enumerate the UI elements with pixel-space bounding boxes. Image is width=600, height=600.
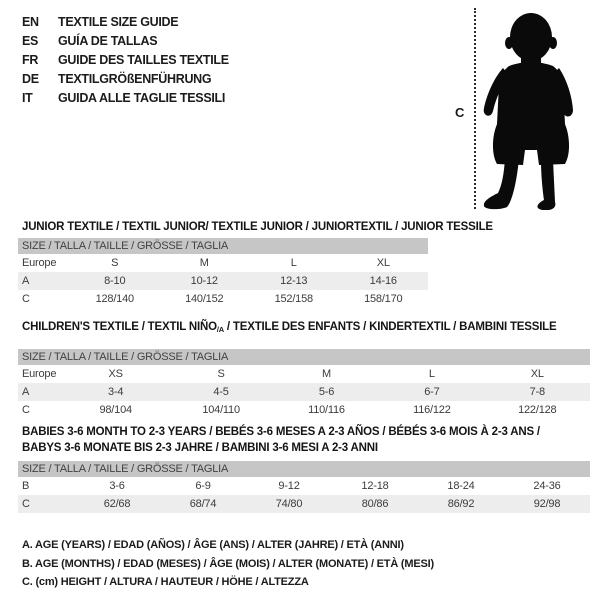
age-cell: 9-12 — [278, 480, 300, 492]
footnote-a: A. AGE (YEARS) / EDAD (AÑOS) / ÂGE (ANS) / ALTER (JAHRE) / ETÀ (ANNI) — [22, 539, 404, 551]
height-measure-line — [474, 8, 476, 209]
size-cell: M — [321, 368, 331, 380]
footnote-b: B. AGE (MONTHS) / EDAD (MESES) / ÂGE (MOIS) / ALTER (MONATE) / ETÀ (MESI) — [22, 557, 434, 570]
row-label: Europe — [22, 257, 57, 269]
height-cell: 152/158 — [274, 293, 313, 305]
children-section-title — [22, 319, 556, 338]
size-cell: S — [217, 368, 225, 380]
height-cell: 74/80 — [246, 495, 332, 513]
age-cell: 3-6 — [109, 480, 125, 492]
babies-title-line1: BABIES 3-6 MONTH TO 2-3 YEARS / BEBÉS 3-6 MESES A 2-3 AÑOS / BÉBÉS 3-6 MOIS À 2-3 ANS / — [22, 426, 540, 438]
language-code: EN — [22, 15, 39, 29]
size-cell: L — [428, 368, 435, 380]
guide-title: GUIDE DES TAILLES TEXTILE — [58, 53, 229, 67]
row-label: C — [22, 404, 30, 416]
height-cell: 140/152 — [185, 293, 224, 305]
height-cell: 86/92 — [418, 495, 504, 513]
children-title-rest: / TEXTILE DES ENFANTS / KINDERTEXTIL / BAMBINI TESSILE — [223, 321, 557, 333]
row-label: C — [18, 495, 74, 513]
age-cell: 4-5 — [168, 383, 273, 401]
language-row — [22, 32, 229, 51]
table-row-europe — [18, 254, 428, 272]
children-title-sub: /A — [216, 325, 224, 334]
language-code: DE — [22, 72, 39, 86]
size-header-row — [18, 461, 590, 477]
size-cell: XL — [530, 368, 544, 380]
age-cell: 12-18 — [361, 480, 389, 492]
size-cell: M — [199, 257, 209, 269]
size-header: SIZE / TALLA / TAILLE / GRÖSSE / TAGLIA — [18, 238, 428, 254]
table-row-height — [18, 290, 428, 308]
language-code: FR — [22, 53, 39, 67]
baby-silhouette-icon — [481, 8, 581, 210]
height-cell: 116/122 — [413, 404, 451, 416]
table-row-europe — [18, 365, 590, 383]
children-title-main: CHILDREN'S TEXTILE / TEXTIL NIÑO — [22, 321, 217, 333]
height-cell: 92/98 — [504, 495, 590, 513]
babies-size-table — [18, 461, 590, 513]
size-header-row — [18, 349, 590, 365]
language-row — [22, 51, 229, 70]
table-row-height — [18, 401, 590, 419]
height-cell: 62/68 — [74, 495, 160, 513]
language-title-list — [22, 13, 229, 108]
guide-title: TEXTILE SIZE GUIDE — [58, 15, 179, 29]
height-measure-label: C — [455, 105, 465, 120]
footnote-c: C. (cm) HEIGHT / ALTURA / HAUTEUR / HÖHE / ALTEZZA — [22, 576, 309, 588]
height-cell: 80/86 — [332, 495, 418, 513]
age-cell: 14-16 — [339, 272, 429, 290]
size-header: SIZE / TALLA / TAILLE / GRÖSSE / TAGLIA — [18, 461, 590, 477]
size-header: SIZE / TALLA / TAILLE / GRÖSSE / TAGLIA — [18, 349, 590, 365]
row-label: A — [18, 383, 63, 401]
junior-size-table — [18, 238, 428, 308]
guide-title: GUIDA ALLE TAGLIE TESSILI — [58, 91, 226, 105]
age-cell: 8-10 — [70, 272, 160, 290]
size-cell: XL — [376, 257, 390, 269]
junior-section-title: JUNIOR TEXTILE / TEXTIL JUNIOR/ TEXTILE JUNIOR / JUNIORTEXTIL / JUNIOR TESSILE — [22, 221, 493, 233]
height-cell: 158/170 — [364, 293, 403, 305]
row-label: C — [22, 293, 30, 305]
height-cell: 110/116 — [308, 404, 345, 416]
guide-title: GUÍA DE TALLAS — [58, 34, 158, 48]
row-label: Europe — [22, 368, 57, 380]
children-size-table — [18, 349, 590, 419]
language-row — [22, 70, 229, 89]
size-cell: L — [290, 257, 297, 269]
row-label: B — [22, 480, 30, 492]
age-cell: 3-4 — [63, 383, 168, 401]
table-row-age-months — [18, 477, 590, 495]
height-cell: 104/110 — [202, 404, 240, 416]
language-code: ES — [22, 34, 39, 48]
language-code: IT — [22, 91, 33, 105]
babies-section-title — [22, 424, 540, 456]
size-header-row — [18, 238, 428, 254]
age-cell: 6-7 — [379, 383, 484, 401]
height-cell: 68/74 — [160, 495, 246, 513]
babies-title-line2: BABYS 3-6 MONATE BIS 2-3 JAHRE / BAMBINI 3-6 MESI A 2-3 ANNI — [22, 442, 378, 454]
table-row-height — [18, 495, 590, 513]
age-cell: 5-6 — [274, 383, 379, 401]
age-cell: 12-13 — [249, 272, 339, 290]
size-cell: S — [111, 257, 119, 269]
footnote-legend — [22, 536, 434, 592]
table-row-age — [18, 272, 428, 290]
height-cell: 128/140 — [95, 293, 134, 305]
age-cell: 7-8 — [485, 383, 590, 401]
size-cell: XS — [108, 368, 123, 380]
age-cell: 24-36 — [533, 480, 561, 492]
table-row-age — [18, 383, 590, 401]
row-label: A — [18, 272, 70, 290]
age-cell: 18-24 — [447, 480, 475, 492]
height-cell: 98/104 — [99, 404, 132, 416]
height-cell: 122/128 — [518, 404, 557, 416]
language-row — [22, 89, 229, 108]
age-cell: 6-9 — [195, 480, 211, 492]
language-row — [22, 13, 229, 32]
age-cell: 10-12 — [160, 272, 250, 290]
guide-title: TEXTILGRÖßENFÜHRUNG — [58, 72, 212, 86]
